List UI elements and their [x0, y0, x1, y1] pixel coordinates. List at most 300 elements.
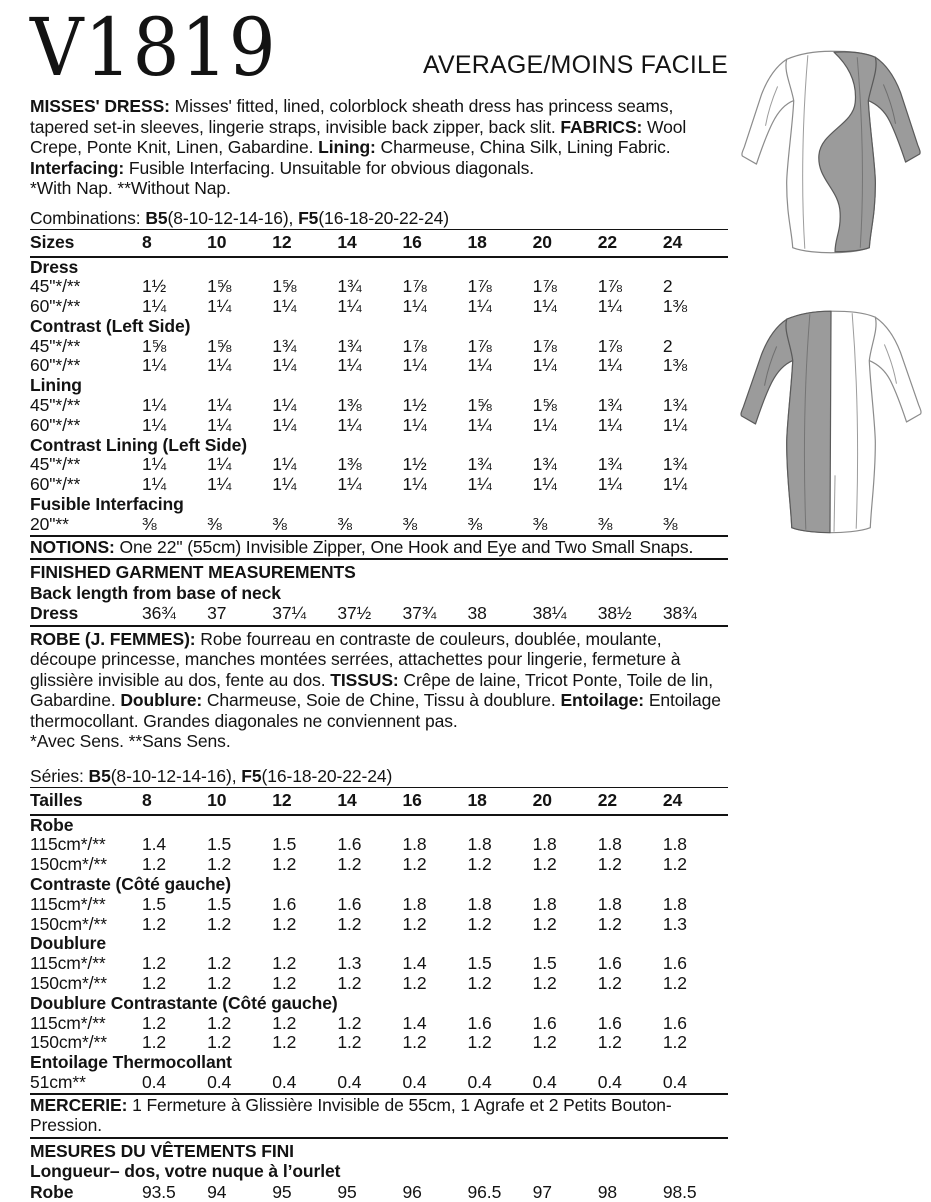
text-segment: Combinations: [30, 207, 146, 228]
cell-value: 0.4 [207, 1072, 232, 1093]
cell-value: 1⅜ [337, 454, 362, 475]
cell-value: 1.2 [597, 973, 622, 994]
cell-value: 1.5 [272, 834, 297, 855]
text-segment: ROBE (J. FEMMES): [30, 628, 201, 649]
cell-value: 1.2 [142, 973, 167, 994]
cell-value: 1¼ [662, 474, 688, 495]
header [30, 1, 728, 95]
section-row [30, 436, 728, 456]
row-label: 150cm*/** [30, 913, 107, 934]
description-en [30, 96, 728, 178]
cell-value: 1¼ [402, 296, 427, 317]
text-segment: Doublure: [120, 690, 207, 711]
cell-value: 95 [337, 1181, 357, 1202]
text-segment: Charmeuse, China Silk, Lining Fabric. [380, 137, 671, 157]
cell-value: 1.2 [142, 1012, 167, 1033]
section-row [30, 994, 728, 1014]
cell-value: 1⅞ [467, 276, 492, 297]
cell-value: 1⅝ [142, 335, 167, 356]
cell-value: 1¼ [142, 474, 167, 495]
text-segment: Charmeuse, Soie de Chine, Tissu à doublure. [206, 690, 561, 711]
text-segment: F5 [241, 765, 262, 786]
cell-value: 1¾ [337, 335, 362, 356]
cell-value: 0.4 [337, 1072, 362, 1093]
text-segment: (8-10-12-14-16), [167, 207, 299, 228]
cell-value: 1.6 [662, 953, 687, 974]
column-header: 18 [468, 787, 533, 815]
finished-measurements-subtitle-fr: Longueur– dos, votre nuque à l’ourlet [30, 1161, 341, 1182]
section-row [30, 815, 728, 836]
table-row [30, 1014, 728, 1034]
cell-value: 93.5 [142, 1181, 176, 1202]
cell-value: 1.2 [142, 953, 167, 974]
section-row [30, 257, 728, 278]
cell-value: 1.8 [467, 893, 492, 914]
cell-value: 1.2 [337, 1012, 362, 1033]
cell-value: 1¼ [142, 395, 167, 416]
cell-value: 1¼ [532, 355, 557, 376]
cell-value: 0.4 [272, 1072, 297, 1093]
cell-value: 1½ [402, 395, 427, 416]
cell-value: 1.2 [207, 913, 232, 934]
cell-value: 1.2 [207, 1012, 232, 1033]
series-line [30, 766, 728, 787]
cell-value: 1⅜ [662, 296, 688, 317]
cell-value: 1.5 [532, 953, 557, 974]
cell-value: 1.2 [207, 973, 232, 994]
table-row [30, 297, 728, 317]
cell-value: ⅜ [597, 513, 613, 534]
cell-value: 1.2 [402, 973, 427, 994]
row-label: 115cm*/** [30, 893, 106, 914]
nap-note-en: *With Nap. **Without Nap. [30, 178, 231, 198]
cell-value: 1½ [402, 454, 427, 475]
column-header: 10 [207, 787, 272, 815]
cell-value: 1¼ [597, 474, 622, 495]
table-header-row [30, 229, 728, 257]
main-column [30, 1, 728, 1202]
cell-value: 1.6 [337, 893, 362, 914]
cell-value: 1¼ [272, 395, 297, 416]
text-segment: Séries: [30, 765, 89, 786]
finished-measurements-table-en [30, 603, 728, 624]
row-label: 115cm*/** [30, 1012, 106, 1033]
text-segment: One 22" (55cm) Invisible Zipper, One Hook and Eye and Two Small Snaps. [119, 536, 694, 557]
cell-value: 1.2 [272, 973, 297, 994]
cell-value: 38 [467, 603, 487, 624]
row-label: 150cm*/** [30, 973, 107, 994]
cell-value: 1¼ [142, 355, 167, 376]
table-row [30, 455, 728, 475]
cell-value: 37½ [337, 603, 372, 624]
text-segment: MERCERIE: [30, 1094, 133, 1115]
text-segment: TISSUS: [330, 669, 404, 690]
column-header: 14 [337, 787, 402, 815]
cell-value: 37 [207, 603, 227, 624]
cell-value: 98.5 [662, 1181, 697, 1202]
cell-value: 1⅝ [272, 276, 297, 297]
table-row [30, 974, 728, 994]
cell-value: 1¾ [597, 454, 622, 475]
cell-value: 1.6 [467, 1012, 492, 1033]
table-row [30, 603, 728, 624]
cell-value: 1.2 [402, 913, 427, 934]
finished-measurements-subtitle-en: Back length from base of neck [30, 582, 281, 603]
finished-measurements-table-fr [30, 1182, 728, 1202]
cell-value: 1.2 [597, 854, 622, 875]
cell-value: 1⅞ [402, 335, 427, 356]
text-segment: Entoilage thermocollant. Grandes diagonales ne conviennent pas. [30, 690, 721, 731]
cell-value: 1.2 [662, 1032, 687, 1053]
combinations-line [30, 208, 728, 229]
column-header: 22 [598, 787, 663, 815]
table-row [30, 1073, 728, 1094]
cell-value: 37¾ [402, 603, 437, 624]
cell-value: 1¾ [532, 454, 557, 475]
cell-value: 1¼ [597, 296, 622, 317]
mercerie-paragraph [30, 1095, 728, 1136]
table-header-row [30, 787, 728, 815]
row-label: Robe [30, 1181, 74, 1202]
cell-value: 1⅞ [532, 335, 557, 356]
cell-value: 1.2 [337, 973, 362, 994]
section-label: Fusible Interfacing [30, 494, 184, 515]
section-label: Entoilage Thermocollant [30, 1052, 232, 1073]
cell-value: ⅜ [402, 513, 417, 534]
divider [30, 625, 728, 627]
cell-value: 1.2 [467, 854, 492, 875]
table-row [30, 396, 728, 416]
cell-value: 1.3 [662, 913, 687, 934]
row-label: 115cm*/** [30, 953, 106, 974]
cell-value: 1⅝ [467, 395, 492, 416]
cell-value: 1¼ [402, 355, 427, 376]
table-row [30, 416, 728, 436]
cell-value: 1.2 [207, 1032, 232, 1053]
cell-value: 1.2 [467, 913, 492, 934]
cell-value: ⅜ [207, 513, 222, 534]
table-row [30, 855, 728, 875]
section-row [30, 376, 728, 396]
text-segment: Robe fourreau en contraste de couleurs, doublée, moulante, découpe princesse, manches montées serrées, attachettes pour lingerie, fermeture à glissière invisible au dos, fente au dos. [30, 628, 681, 690]
cell-value: 0.4 [467, 1072, 492, 1093]
table-row [30, 835, 728, 855]
cell-value: 1.2 [532, 973, 557, 994]
cell-value: 1¼ [532, 474, 557, 495]
difficulty-label: AVERAGE/MOINS FACILE [422, 51, 728, 79]
description-fr [30, 629, 728, 732]
cell-value: 1.8 [532, 893, 557, 914]
row-label: 45"*/** [30, 276, 81, 297]
cell-value: 1.2 [207, 953, 232, 974]
column-header: 10 [207, 229, 272, 257]
section-row [30, 1053, 728, 1073]
cell-value: 1¾ [272, 335, 297, 356]
cell-value: 1⅞ [597, 335, 622, 356]
cell-value: 1¼ [207, 296, 232, 317]
cell-value: 1.2 [272, 913, 297, 934]
cell-value: 1.8 [597, 834, 622, 855]
cell-value: 1.8 [402, 893, 427, 914]
cell-value: 1.5 [207, 834, 232, 855]
column-header: 20 [533, 787, 598, 815]
cell-value: 1.6 [532, 1012, 557, 1033]
cell-value: 1.2 [337, 1032, 362, 1053]
cell-value: 1⅝ [207, 276, 232, 297]
cell-value: 1¼ [142, 414, 167, 435]
text-segment: Lining: [318, 137, 381, 157]
cell-value: 1⅞ [597, 276, 622, 297]
cell-value: 1¼ [207, 454, 232, 475]
cell-value: 1.2 [142, 913, 167, 934]
cell-value: 1¾ [337, 276, 362, 297]
column-header: Tailles [30, 787, 142, 815]
section-label: Doublure Contrastante (Côté gauche) [30, 992, 338, 1013]
cell-value: 1¼ [272, 474, 297, 495]
cell-value: 38¾ [662, 603, 697, 624]
text-segment: 1 Fermeture à Glissière Invisible de 55cm, 1 Agrafe et 2 Petits Bouton-Pression. [30, 1094, 672, 1136]
column-header: 12 [272, 229, 337, 257]
text-segment: (8-10-12-14-16), [110, 765, 242, 786]
cell-value: 1⅞ [532, 276, 557, 297]
cell-value: 1.2 [662, 973, 687, 994]
section-row [30, 934, 728, 954]
cell-value: 1.2 [272, 854, 297, 875]
cell-value: 1.3 [337, 953, 362, 974]
cell-value: 1.2 [337, 854, 362, 875]
text-segment: Fusible Interfacing. Unsuitable for obvious diagonals. [128, 157, 534, 178]
cell-value: 1.2 [532, 913, 557, 934]
cell-value: ⅜ [662, 513, 678, 534]
column-header: 16 [402, 229, 467, 257]
section-label: Contraste (Côté gauche) [30, 874, 231, 895]
cell-value: 1.2 [142, 1032, 167, 1053]
row-label: 45"*/** [30, 395, 81, 416]
column-header: 20 [533, 229, 598, 257]
column-header: 24 [663, 229, 728, 257]
cell-value: 1.2 [597, 1032, 622, 1053]
section-row [30, 495, 728, 515]
text-segment: FABRICS: [560, 116, 648, 137]
cell-value: 1¼ [402, 474, 427, 495]
text-segment: Misses' fitted, lined, colorblock sheath dress has princess seams, tapered set-in sleeves, lingerie straps, invisible back zipper, back slit. [30, 96, 674, 137]
cell-value: 1¼ [207, 474, 232, 495]
notions-paragraph [30, 537, 728, 558]
cell-value: 1.6 [337, 834, 362, 855]
table-row [30, 1033, 728, 1053]
cell-value: 1¼ [142, 296, 167, 317]
row-label: 45"*/** [30, 454, 81, 475]
column-header: 14 [337, 229, 402, 257]
cell-value: ⅜ [467, 513, 483, 534]
text-segment: MISSES' DRESS: [30, 96, 175, 116]
cell-value: 1.6 [597, 953, 622, 974]
column-header: 24 [663, 787, 728, 815]
garment-illustrations [730, 24, 928, 576]
section-label: Contrast (Left Side) [30, 315, 191, 336]
cell-value: 1¼ [337, 355, 362, 376]
cell-value: 95 [272, 1181, 292, 1202]
cell-value: 1.2 [402, 854, 427, 875]
section-label: Dress [30, 256, 79, 277]
yardage-table-en [30, 229, 728, 537]
section-label: Contrast Lining (Left Side) [30, 434, 248, 455]
cell-value: 1¼ [337, 414, 362, 435]
cell-value: 0.4 [662, 1072, 687, 1093]
cell-value: ⅜ [142, 513, 157, 534]
cell-value: 1⅞ [402, 276, 427, 297]
row-label: Dress [30, 603, 79, 624]
cell-value: 0.4 [402, 1072, 427, 1093]
cell-value: 1¾ [467, 454, 492, 475]
cell-value: 1.4 [402, 1012, 427, 1033]
table-row [30, 895, 728, 915]
yardage-table-fr [30, 787, 728, 1095]
cell-value: 1¼ [467, 355, 492, 376]
cell-value: 1¼ [467, 296, 492, 317]
cell-value: ⅜ [272, 513, 287, 534]
cell-value: 1¼ [272, 414, 297, 435]
cell-value: 2 [662, 276, 673, 297]
row-label: 60"*/** [30, 296, 81, 317]
cell-value: 1¼ [532, 414, 557, 435]
cell-value: 1.2 [272, 953, 297, 974]
text-segment: Crêpe de laine, Tricot Ponte, Toile de lin, Gabardine. [30, 669, 713, 711]
cell-value: 1.2 [402, 1032, 427, 1053]
cell-value: 1¾ [662, 454, 688, 475]
cell-value: 98 [597, 1181, 618, 1202]
cell-value: 1¼ [597, 355, 622, 376]
row-label: 45"*/** [30, 335, 81, 356]
cell-value: 1½ [142, 276, 167, 297]
section-row [30, 875, 728, 895]
text-segment: (16-18-20-22-24) [261, 765, 393, 786]
cell-value: 94 [207, 1181, 227, 1202]
cell-value: 1¼ [207, 355, 232, 376]
cell-value: 1.4 [402, 953, 427, 974]
row-label: 60"*/** [30, 414, 81, 435]
column-header: 16 [402, 787, 467, 815]
column-header: 8 [142, 787, 207, 815]
text-segment: NOTIONS: [30, 536, 120, 557]
cell-value: ⅜ [532, 513, 548, 534]
cell-value: 1¼ [272, 454, 297, 475]
cell-value: 1.2 [142, 854, 167, 875]
table-row [30, 337, 728, 357]
cell-value: 1⅞ [467, 335, 492, 356]
cell-value: 97 [532, 1181, 552, 1202]
cell-value: 0.4 [597, 1072, 622, 1093]
row-label: 115cm*/** [30, 834, 106, 855]
cell-value: 1.4 [142, 834, 167, 855]
column-header: Sizes [30, 229, 142, 257]
text-segment: Entoilage: [560, 690, 649, 711]
row-label: 60"*/** [30, 355, 81, 376]
cell-value: 1¼ [597, 414, 622, 435]
cell-value: 1.5 [142, 893, 167, 914]
divider [30, 558, 728, 560]
cell-value: 1¼ [467, 474, 492, 495]
text-segment: F5 [298, 207, 319, 228]
cell-value: 2 [662, 335, 673, 356]
cell-value: 0.4 [532, 1072, 557, 1093]
table-row [30, 1182, 728, 1202]
cell-value: 1.6 [272, 893, 297, 914]
cell-value: 1.2 [532, 1032, 557, 1053]
text-segment: Interfacing: [30, 157, 129, 178]
section-row [30, 317, 728, 337]
column-header: 8 [142, 229, 207, 257]
cell-value: 1¼ [207, 414, 232, 435]
cell-value: 1.5 [467, 953, 492, 974]
cell-value: 1¼ [402, 414, 427, 435]
row-label: 150cm*/** [30, 1032, 107, 1053]
cell-value: 38½ [597, 603, 632, 624]
cell-value: 1¼ [272, 296, 297, 317]
text-segment: Wool Crepe, Ponte Knit, Linen, Gabardine. [30, 116, 687, 157]
cell-value: 1.2 [467, 1032, 492, 1053]
cell-value: 1¼ [337, 474, 362, 495]
cell-value: 1.2 [337, 913, 362, 934]
cell-value: ⅜ [337, 513, 352, 534]
section-label: Lining [30, 375, 82, 396]
cell-value: 1⅜ [662, 355, 688, 376]
cell-value: 1.2 [662, 854, 687, 875]
finished-measurements-title-en: FINISHED GARMENT MEASUREMENTS [30, 562, 356, 583]
cell-value: 1¼ [467, 414, 492, 435]
row-label: 20"** [30, 513, 69, 534]
cell-value: 1.2 [272, 1032, 297, 1053]
table-row [30, 277, 728, 297]
text-segment: (16-18-20-22-24) [318, 207, 450, 228]
cell-value: 1⅜ [337, 395, 362, 416]
cell-value: 1¼ [532, 296, 557, 317]
cell-value: 96.5 [467, 1181, 502, 1202]
cell-value: 1.6 [597, 1012, 622, 1033]
dress-front-illustration [730, 24, 928, 282]
cell-value: 1⅝ [207, 335, 232, 356]
finished-measurements-title-fr: MESURES DU VÊTEMENTS FINI [30, 1140, 294, 1161]
table-row [30, 475, 728, 495]
section-label: Doublure [30, 933, 107, 954]
dress-back-illustration [730, 286, 928, 576]
cell-value: 36¾ [142, 603, 176, 624]
row-label: 150cm*/** [30, 854, 107, 875]
cell-value: 1.8 [662, 893, 687, 914]
cell-value: 96 [402, 1181, 422, 1202]
cell-value: 1¼ [337, 296, 362, 317]
cell-value: 1.8 [402, 834, 427, 855]
cell-value: 1.8 [467, 834, 492, 855]
cell-value: 0.4 [142, 1072, 167, 1093]
divider [30, 1137, 728, 1139]
column-header: 12 [272, 787, 337, 815]
table-row [30, 356, 728, 376]
table-row [30, 515, 728, 536]
cell-value: 1¼ [272, 355, 297, 376]
cell-value: 1¼ [142, 454, 167, 475]
nap-note-fr: *Avec Sens. **Sans Sens. [30, 731, 231, 752]
text-segment: B5 [88, 765, 111, 786]
cell-value: 1.2 [532, 854, 557, 875]
cell-value: 1⅝ [532, 395, 557, 416]
text-segment: B5 [145, 207, 168, 228]
row-label: 51cm** [30, 1072, 86, 1093]
cell-value: 37¼ [272, 603, 306, 624]
cell-value: 1.6 [662, 1012, 687, 1033]
cell-value: 1.5 [207, 893, 232, 914]
section-label: Robe [30, 814, 74, 835]
